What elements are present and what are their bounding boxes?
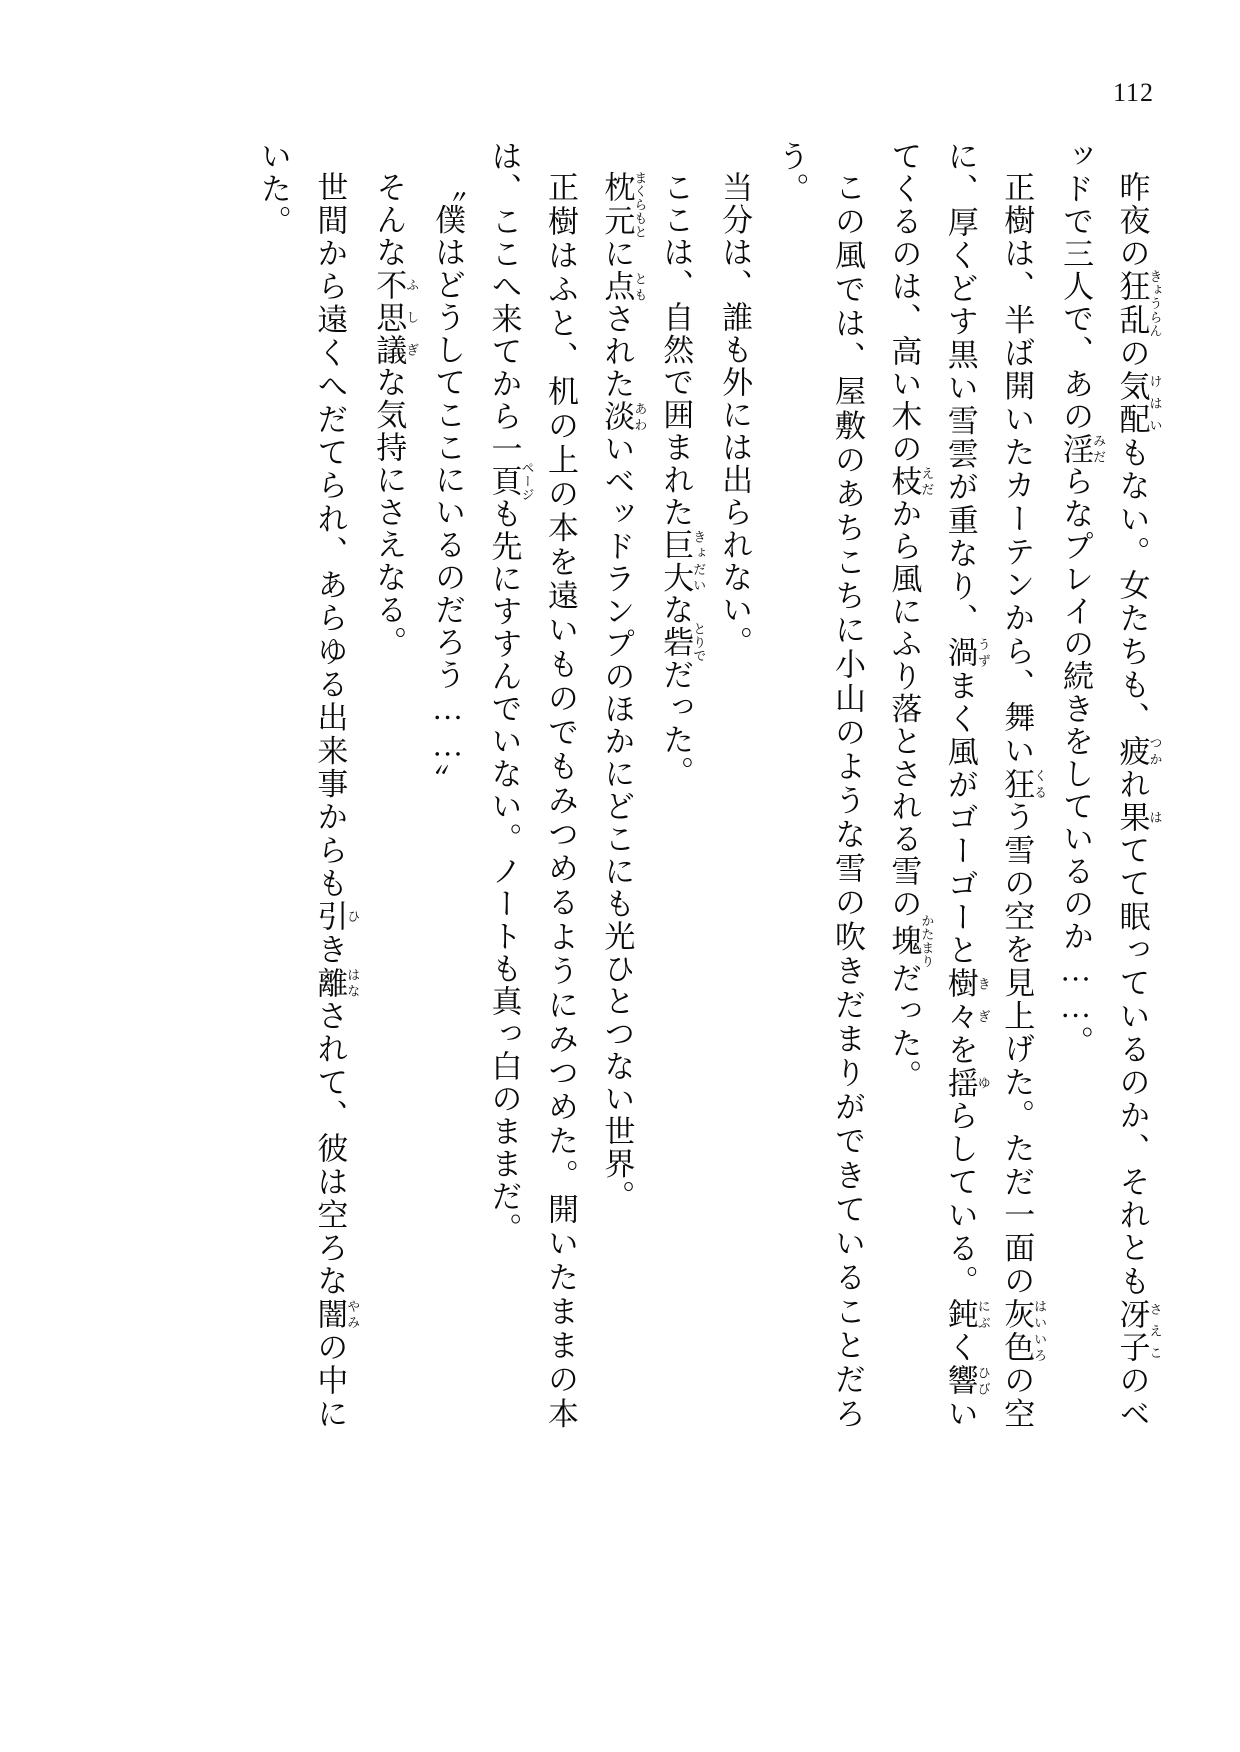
page-number: 112 [1112, 78, 1154, 107]
page-body-text: 昨夜の狂乱きょうらんの気配けはいもない。女たちも、疲つかれ果はてて眠っているのか、それとも冴子さえこのベッドで三人で、あの淫みだらなプレイの続きをしているのか……。 正樹は、半ば開いたカーテンから、舞い狂くるう雪の空を見上げた。ただ一面の灰色はいいろの空に、厚くどす黒い雪雲が重なり、渦うずまく風がゴーゴーと樹々きぎを揺ゆらしている。鈍にぶく響ひびいてくるのは、高い木の枝えだから風にふり落とされる雪の塊かたまりだった。 この風では、屋敷のあちこちに小山のような雪の吹きだまりができていることだろう。 当分は、誰も外には出られない。 ここは、自然で囲まれた巨大きょだいな砦とりでだった。 枕元まくらもとに点ともされた淡あわいベッドランプのほかにどこにも光ひとつない世界。 正樹はふと、机の上の本を遠いものでもみつめるようにみつめた。開いたままの本は、ここへ来てから一頁ページも先にすすんでいない。ノートも真っ白のままだ。 〝僕はどうしてここにいるのだろう……〟 そんな不思議ふしぎな気持にさえなる。 世間から遠くへだてられ、あらゆる出来事からも引ひき離はなされて、彼は空ろな闇やみの中にいた。 [255, 140, 1163, 1431]
